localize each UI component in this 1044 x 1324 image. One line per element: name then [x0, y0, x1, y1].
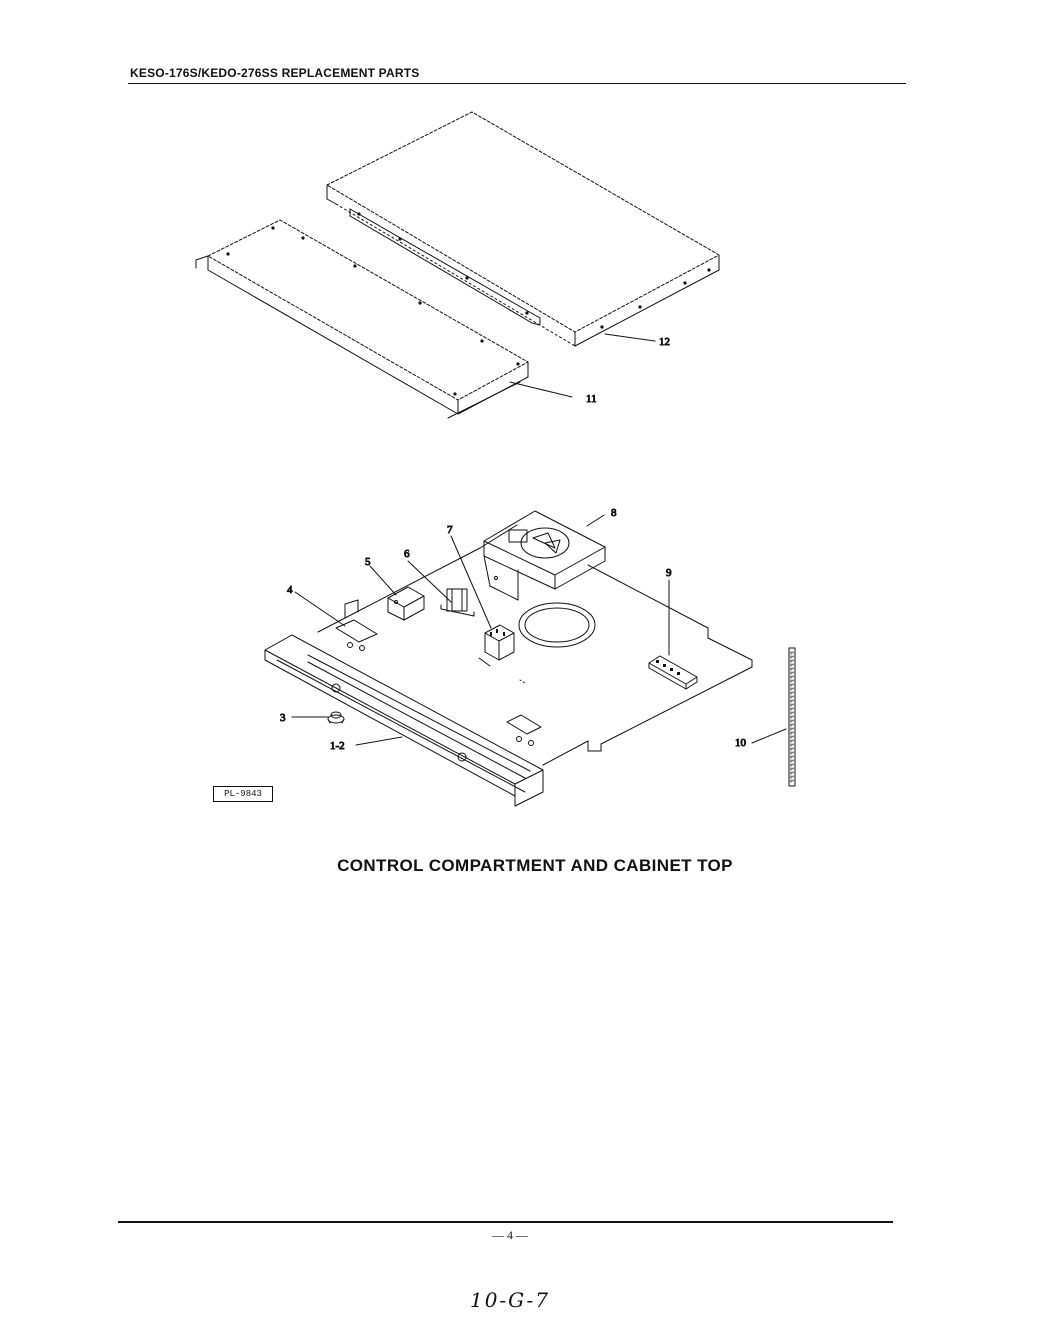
callout-5: 5: [365, 556, 371, 568]
diagram-caption: CONTROL COMPARTMENT AND CABINET TOP: [337, 856, 733, 875]
callout-6: 6: [404, 548, 410, 560]
part-12-cabinet-top: [327, 112, 719, 346]
leader-lines: [292, 334, 786, 745]
callout-4: 4: [287, 584, 293, 596]
fan-opening-ring: [519, 603, 595, 647]
part-7-relay: [479, 625, 514, 666]
plate-code-label: PL-9843: [213, 786, 273, 802]
callout-7: 7: [447, 524, 453, 536]
part-9-terminal-block: [649, 656, 697, 689]
page-header-title: KESO-176S/KEDO-276SS REPLACEMENT PARTS: [130, 66, 420, 80]
handwritten-note: 10-G-7: [469, 1288, 551, 1312]
part-6-transformer: [441, 589, 474, 616]
footer-rule: [118, 1221, 893, 1223]
part-3-knob: [328, 712, 344, 723]
callout-12: 12: [659, 336, 670, 348]
callout-9: 9: [666, 567, 672, 579]
part-11-front-panel: [196, 220, 528, 418]
callout-8: 8: [611, 507, 617, 519]
callout-11: 11: [586, 393, 597, 405]
part-8-fan-assembly: [484, 511, 605, 600]
part-10-strip: [789, 648, 795, 786]
callout-3: 3: [280, 712, 286, 724]
callout-10: 10: [735, 737, 746, 749]
callout-1-2: 1-2: [330, 740, 345, 752]
page-number: — 4 —: [492, 1228, 528, 1242]
